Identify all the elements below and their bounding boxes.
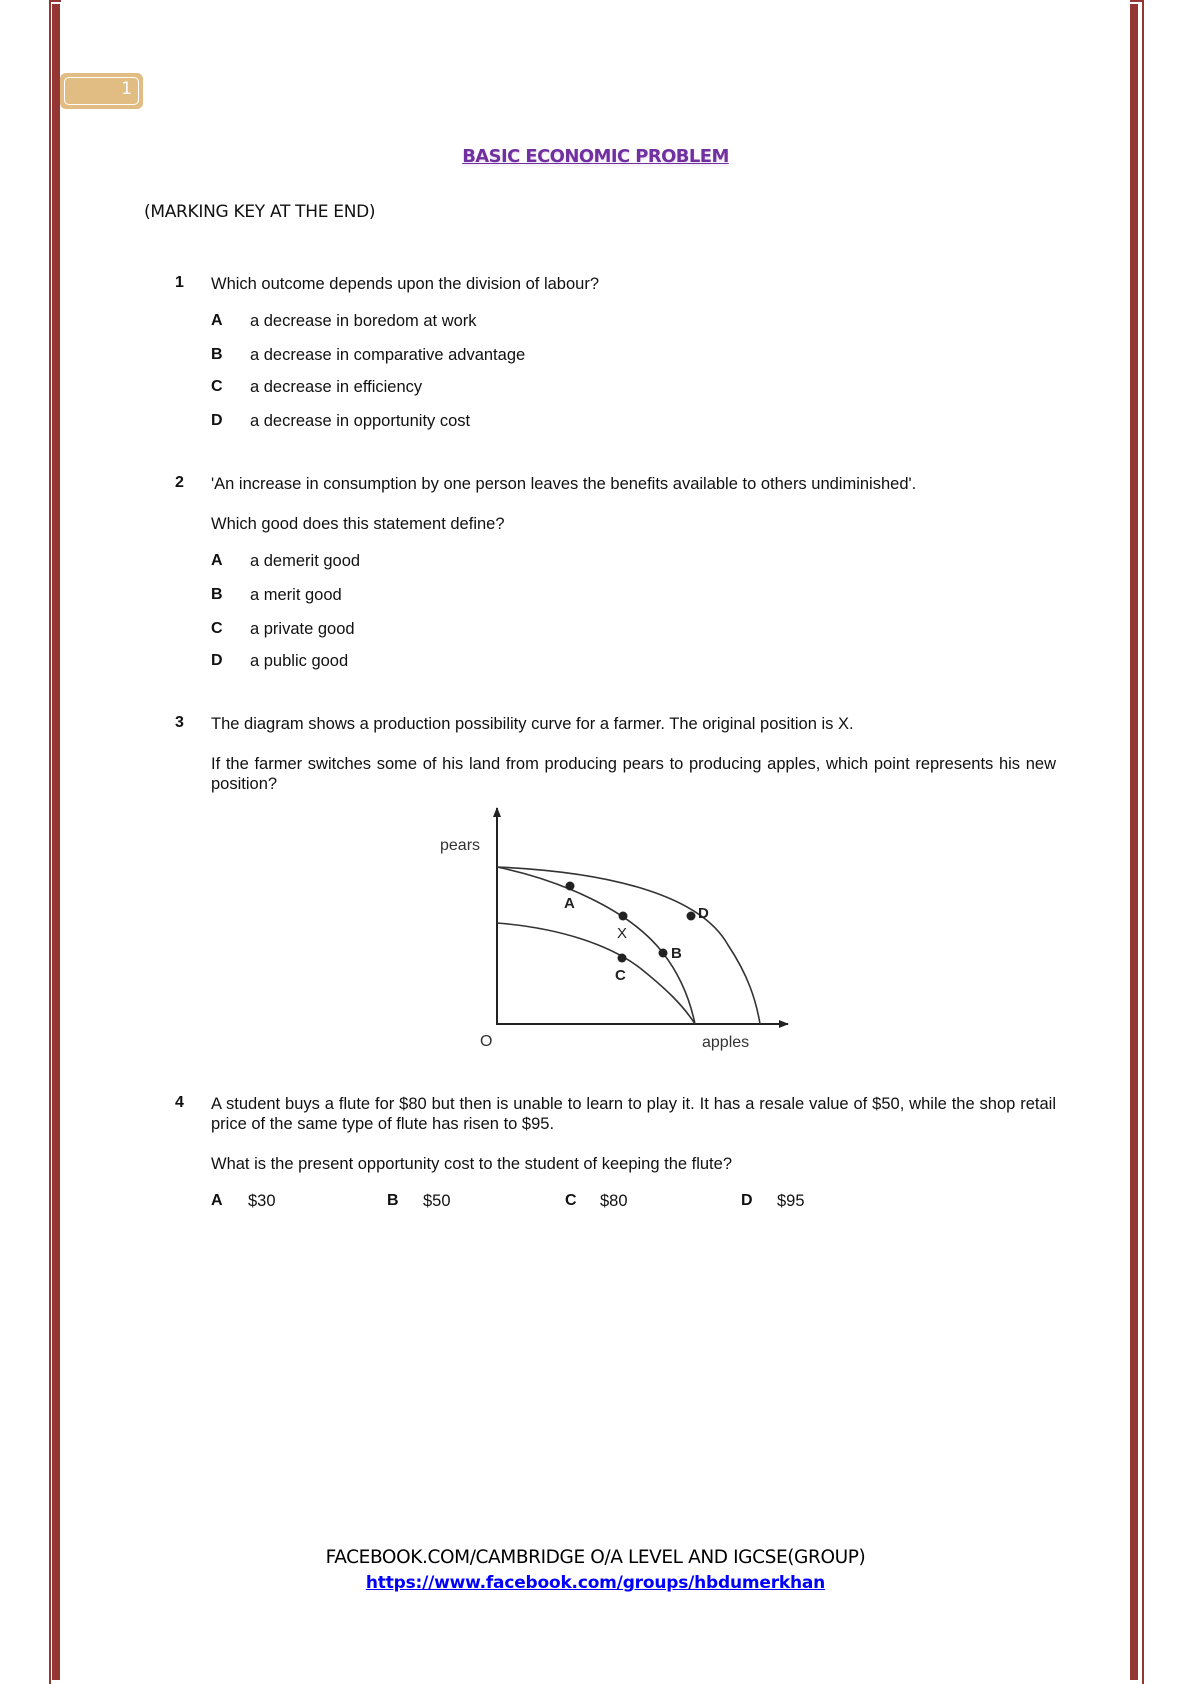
- option-letter: A: [211, 552, 223, 569]
- option-text: a private good: [250, 620, 355, 638]
- option-letter: B: [387, 1192, 399, 1209]
- option-text: a decrease in opportunity cost: [250, 412, 471, 430]
- option-letter: D: [211, 412, 223, 429]
- question-prompt: Which good does this statement define?: [211, 515, 505, 533]
- point-x: [619, 912, 628, 921]
- question-text: The diagram shows a production possibility curve for a farmer. The original position is X.: [211, 715, 854, 733]
- point-a: [566, 882, 575, 891]
- option-letter: A: [211, 1192, 223, 1209]
- option-text: a decrease in comparative advantage: [250, 346, 526, 364]
- option-letter: A: [211, 312, 223, 329]
- footer-group-name: FACEBOOK.COM/CAMBRIDGE O/A LEVEL AND IGCSE(GROUP): [325, 1547, 866, 1568]
- option-text: $30: [248, 1192, 276, 1210]
- option-letter: D: [211, 652, 223, 669]
- left-border-bar: [52, 4, 60, 1680]
- option-text: a decrease in efficiency: [250, 378, 423, 396]
- origin-label: O: [480, 1033, 493, 1050]
- document-title: BASIC ECONOMIC PROBLEM: [462, 146, 729, 167]
- question-number: 4: [175, 1094, 184, 1111]
- question-number: 3: [175, 714, 184, 731]
- option-text: a public good: [250, 652, 349, 670]
- ppc-inner-curve: [497, 923, 695, 1024]
- y-axis-label: pears: [440, 837, 481, 854]
- right-border-cap: [1130, 0, 1144, 2]
- question-number: 1: [175, 274, 184, 291]
- option-letter: C: [211, 378, 223, 395]
- point-c-label: C: [615, 967, 626, 984]
- question-prompt: If the farmer switches some of his land from producing pears to producing apples, which point represents his new position?: [211, 755, 1056, 793]
- point-b: [659, 949, 668, 958]
- point-d-label: D: [698, 905, 709, 922]
- right-border-line: [1142, 0, 1144, 1684]
- option-letter: B: [211, 586, 223, 603]
- point-d: [687, 912, 696, 921]
- point-c: [618, 954, 627, 963]
- page-number: 1: [121, 79, 132, 99]
- option-text: a merit good: [250, 586, 342, 604]
- marking-key-note: (MARKING KEY AT THE END): [144, 202, 376, 222]
- option-letter: B: [211, 346, 223, 363]
- question-text: A student buys a flute for $80 but then is unable to learn to play it. It has a resale value of $50, while the shop retail price of the same type of flute has risen to $95.: [211, 1095, 1056, 1133]
- question-prompt: What is the present opportunity cost to the student of keeping the flute?: [211, 1155, 732, 1173]
- point-x-label: X: [617, 925, 628, 942]
- left-border-cap: [49, 0, 61, 2]
- page-number-tab: [60, 73, 143, 109]
- option-text: a demerit good: [250, 552, 361, 570]
- option-text: a decrease in boredom at work: [250, 312, 477, 330]
- question-text: Which outcome depends upon the division of labour?: [211, 275, 599, 293]
- footer-link[interactable]: https://www.facebook.com/groups/hbdumerkhan: [365, 1573, 826, 1593]
- option-letter: C: [211, 620, 223, 637]
- question-number: 2: [175, 474, 184, 491]
- option-text: $50: [423, 1192, 451, 1210]
- point-b-label: B: [671, 945, 682, 962]
- option-text: $80: [600, 1192, 628, 1210]
- point-a-label: A: [564, 895, 575, 912]
- ppc-outer-curve: [497, 867, 760, 1024]
- option-letter: C: [565, 1192, 577, 1209]
- left-border-line: [49, 0, 51, 1684]
- question-text: 'An increase in consumption by one person leaves the benefits available to others undiminished'.: [211, 475, 917, 493]
- ppc-middle-curve: [497, 867, 695, 1024]
- right-border-bar: [1130, 4, 1138, 1680]
- option-text: $95: [777, 1192, 805, 1210]
- x-axis-label: apples: [702, 1034, 750, 1051]
- option-letter: D: [741, 1192, 753, 1209]
